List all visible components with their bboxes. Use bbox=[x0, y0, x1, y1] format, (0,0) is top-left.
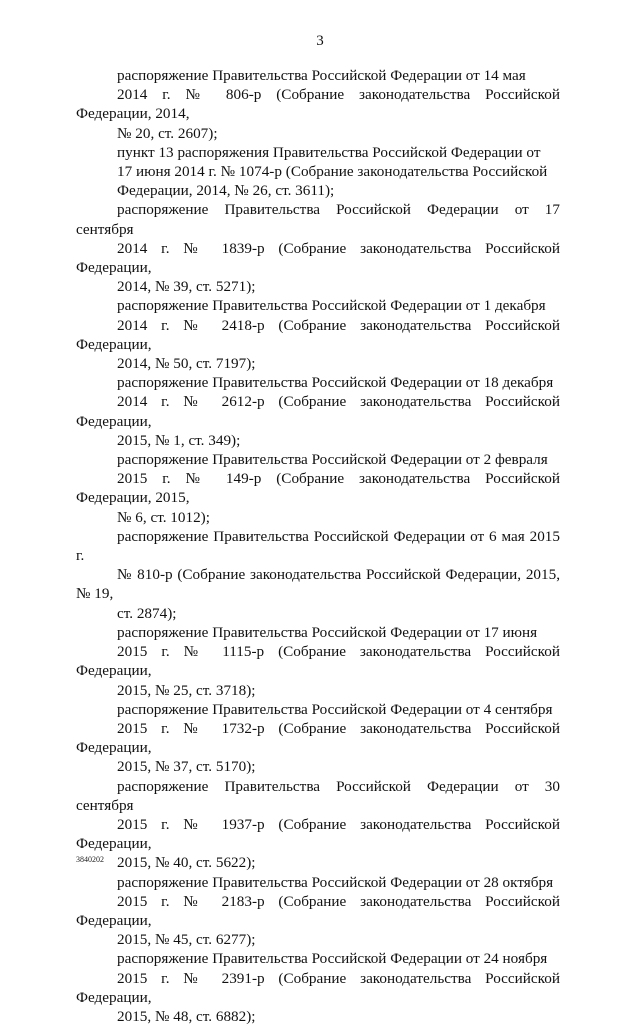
list-item bbox=[76, 296, 560, 373]
list-item bbox=[76, 777, 560, 873]
list-item bbox=[76, 200, 560, 296]
text-line: 2015, № 40, ст. 5622); bbox=[117, 854, 256, 872]
text-line: 2014 г. № 2612-р (Собрание законодательства Российской Федерации, bbox=[76, 393, 560, 430]
list-item bbox=[76, 949, 560, 1026]
list-item bbox=[76, 143, 560, 201]
text-line: 2014, № 50, ст. 7197); bbox=[117, 355, 256, 373]
text-line: распоряжение Правительства Российской Федерации от 17 сентября bbox=[76, 201, 560, 238]
text-line: распоряжение Правительства Российской Федерации от 24 ноября bbox=[117, 950, 548, 968]
text-line: № 810-р (Собрание законодательства Российской Федерации, 2015, № 19, bbox=[76, 566, 560, 603]
text-line: № 6, ст. 1012); bbox=[117, 508, 210, 526]
text-line: 2015, № 37, ст. 5170); bbox=[117, 758, 256, 776]
text-line: 2015 г. № 2391-р (Собрание законодательства Российской Федерации, bbox=[76, 969, 560, 1006]
list-item bbox=[76, 66, 560, 143]
list-item bbox=[76, 527, 560, 623]
text-line: 2015, № 48, ст. 6882); bbox=[117, 1007, 256, 1025]
list-item bbox=[76, 873, 560, 950]
text-line: 2015 г. № 1115-р (Собрание законодательства Российской Федерации, bbox=[76, 643, 560, 680]
list-item bbox=[76, 700, 560, 777]
list-item bbox=[76, 373, 560, 450]
text-line: № 20, ст. 2607); bbox=[117, 124, 218, 142]
text-line: 2014 г. № 2418-р (Собрание законодательства Российской Федерации, bbox=[76, 316, 560, 353]
text-line: 2015, № 25, ст. 3718); bbox=[117, 681, 256, 699]
text-line: пункт 13 распоряжения Правительства Российской Федерации от bbox=[117, 143, 541, 161]
text-line: распоряжение Правительства Российской Федерации от 14 мая bbox=[117, 67, 526, 84]
list-item bbox=[76, 450, 560, 527]
list-item bbox=[76, 623, 560, 700]
text-line: распоряжение Правительства Российской Федерации от 17 июня bbox=[117, 623, 538, 641]
page-number: 3 bbox=[316, 33, 324, 49]
text-line: 2014 г. № 806-р (Собрание законодательства Российской Федерации, 2014, bbox=[76, 86, 560, 123]
text-line: 2014 г. № 1839-р (Собрание законодательства Российской Федерации, bbox=[76, 239, 560, 277]
text-line: 2015 г. № 1732-р (Собрание законодательства Российской Федерации, bbox=[76, 719, 560, 757]
text-line: 2015, № 45, ст. 6277); bbox=[117, 931, 256, 949]
text-line: 2015, № 1, ст. 349); bbox=[117, 431, 241, 449]
text-line: распоряжение Правительства Российской Федерации от 30 сентября bbox=[76, 777, 560, 814]
text-line: 2015 г. № 1937-р (Собрание законодательства Российской Федерации, bbox=[76, 815, 560, 853]
text-line: 2015 г. № 149-р (Собрание законодательства Российской Федерации, 2015, bbox=[76, 470, 560, 507]
document-code: 3840202 bbox=[76, 855, 104, 864]
text-line: распоряжение Правительства Российской Федерации от 28 октября bbox=[117, 873, 554, 891]
text-line: распоряжение Правительства Российской Федерации от 4 сентября bbox=[117, 700, 553, 718]
text-line: распоряжение Правительства Российской Федерации от 1 декабря bbox=[117, 297, 546, 315]
text-line: ст. 2874); bbox=[117, 604, 177, 622]
text-line: распоряжение Правительства Российской Федерации от 18 декабря bbox=[117, 374, 554, 392]
text-line: 2015 г. № 2183-р (Собрание законодательства Российской Федерации, bbox=[76, 892, 560, 929]
text-line: распоряжение Правительства Российской Федерации от 6 мая 2015 г. bbox=[76, 527, 560, 565]
text-line: распоряжение Правительства Российской Федерации от 2 февраля bbox=[117, 451, 548, 469]
text-line: 17 июня 2014 г. № 1074-р (Собрание законодательства Российской bbox=[117, 163, 548, 181]
text-line: Федерации, 2014, № 26, ст. 3611); bbox=[117, 182, 335, 200]
document-body bbox=[76, 66, 560, 1026]
text-line: 2014, № 39, ст. 5271); bbox=[117, 278, 256, 296]
